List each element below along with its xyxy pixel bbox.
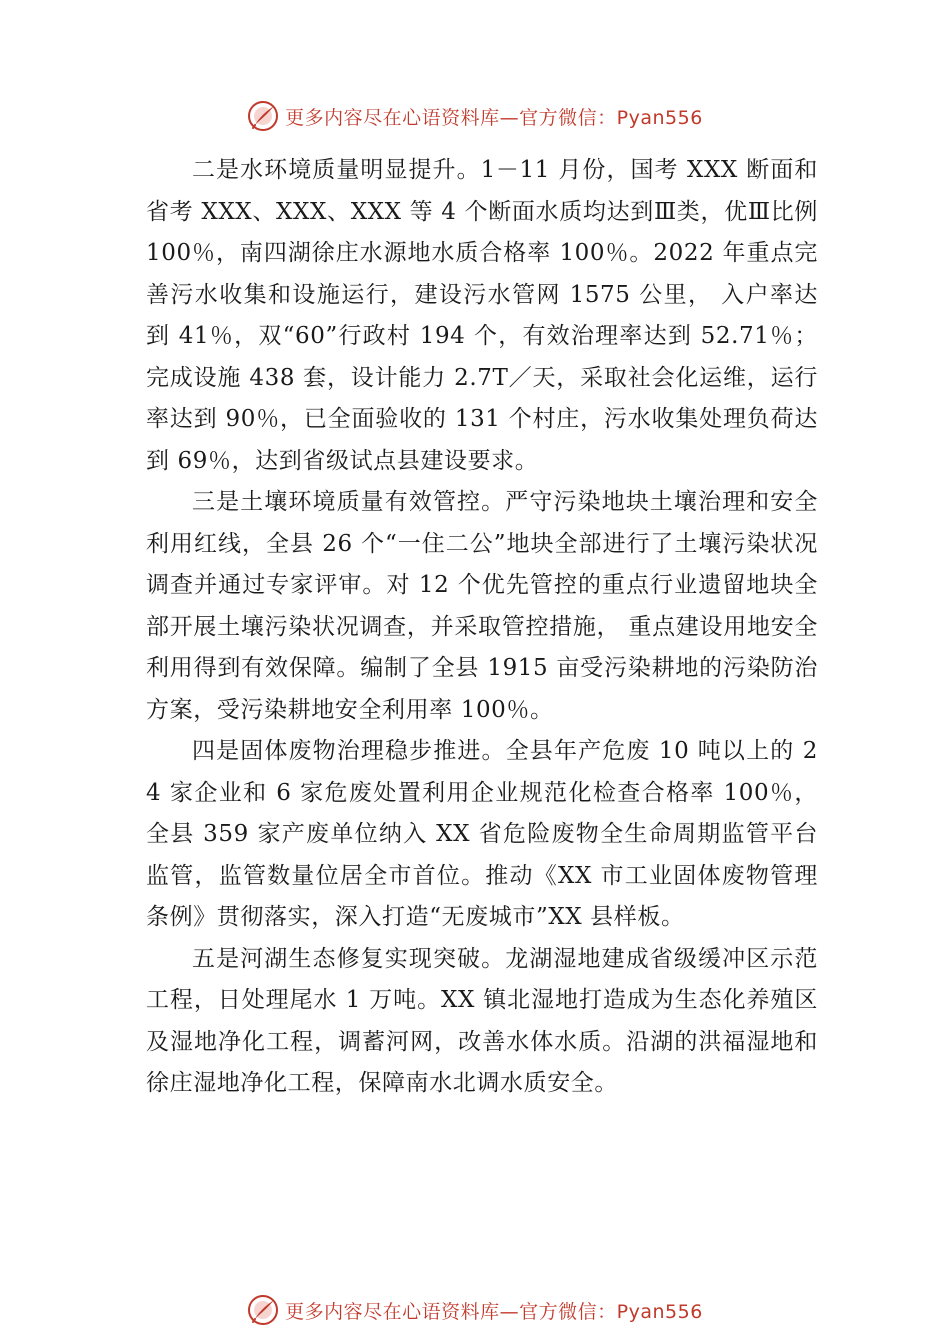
paragraph-river-lake-restoration: 五是河湖生态修复实现突破。龙湖湿地建成省级缓冲区示范工程，日处理尾水 1 万吨。XX 镇北湿地打造成为生态化养殖区及湿地净化工程，调蓄河网，改善水体水质。沿湖的洪福湿地和徐庄湿地净化工程，保障南水北调水质安全。 bbox=[146, 945, 818, 1096]
paragraph-water-environment: 二是水环境质量明显提升。1－11 月份，国考 XXX 断面和省考 XXX、XXX、XXX 等 4 个断面水质均达到Ⅲ类，优Ⅲ比例 100％，南四湖徐庄水源地水质合格率 100％。2022 年重点完善污水收集和设施运行，建设污水管网 1575 公里， 入户率达到 41％，双“60”行政村 194 个，有效治理率达到 52.71％；完成设施 438 套，设计能力 2.7T／天，采取社会化运维，运行率达到 90％，已全面验收的 131 个村庄，污水收集处理负荷达到 69％，达到省级试点县建设要求。 bbox=[146, 157, 818, 474]
paragraph-soil-environment: 三是土壤环境质量有效管控。严守污染地块土壤治理和安全利用红线，全县 26 个“一住二公”地块全部进行了土壤污染状况调查并通过专家评审。对 12 个优先管控的重点行业遗留地块全部开展土壤污染状况调查，并采取管控措施， 重点建设用地安全利用得到有效保障。编制了全县 1915 亩受污染耕地的污染防治方案，受污染耕地安全利用率 100％。 bbox=[146, 489, 818, 723]
footer-watermark bbox=[0, 1290, 950, 1330]
document-body bbox=[146, 150, 818, 1105]
paragraph-solid-waste: 四是固体废物治理稳步推进。全县年产危废 10 吨以上的 24 家企业和 6 家危废处置利用企业规范化检查合格率 100％，全县 359 家产废单位纳入 XX 省危险废物全生命周期监管平台监管，监管数量位居全市首位。推动《XX 市工业固体废物管理条例》贯彻落实，深入打造“无废城市”XX 县样板。 bbox=[146, 738, 818, 930]
watermark-text: 更多内容尽在心语资料库—官方微信：Pyan556 bbox=[285, 106, 703, 129]
header-watermark bbox=[0, 96, 950, 136]
feather-pen-logo-icon bbox=[247, 1294, 279, 1326]
watermark-text: 更多内容尽在心语资料库—官方微信：Pyan556 bbox=[285, 1300, 703, 1323]
feather-pen-logo-icon bbox=[247, 100, 279, 132]
